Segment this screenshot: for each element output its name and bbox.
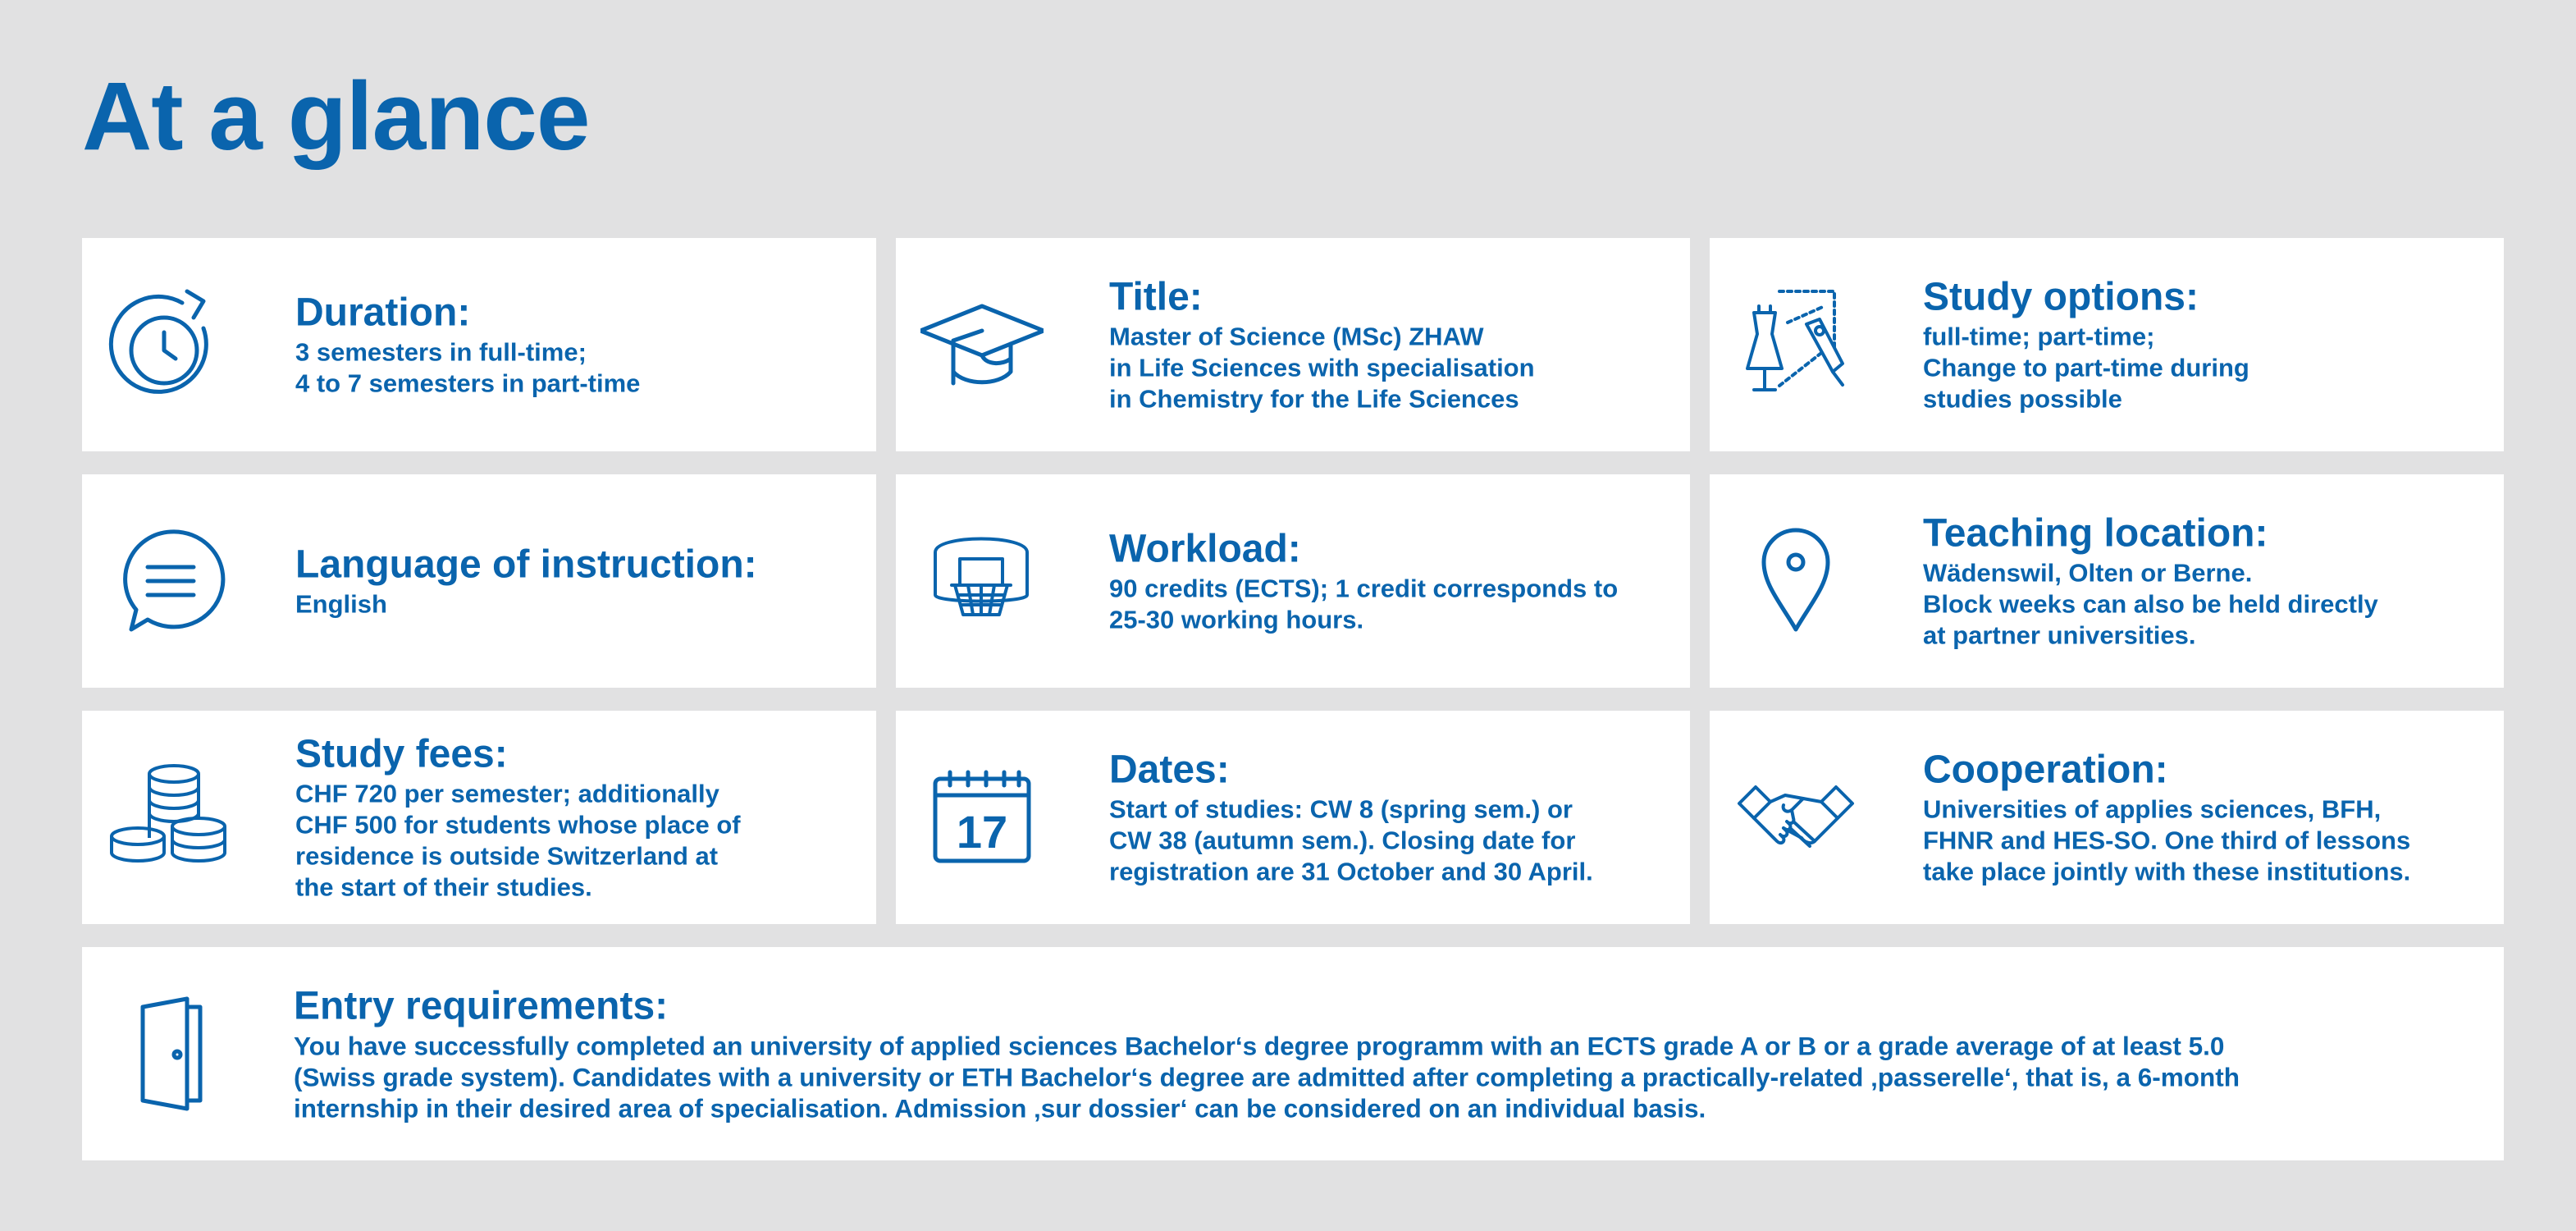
page-title: At a glance <box>82 62 590 171</box>
coin-stacks-icon <box>107 756 230 879</box>
card-title: Title: <box>1109 275 1203 319</box>
card-body: Master of Science (MSc) ZHAW in Life Sciences with specialisation in Chemistry for the Life Sciences <box>1109 322 1535 414</box>
location-pin-icon <box>1734 519 1857 643</box>
card-study-options <box>1710 238 2504 451</box>
card-body: 3 semesters in full-time; 4 to 7 semesters in part-time <box>295 337 641 398</box>
card-title: Teaching location: <box>1923 511 2268 556</box>
card-body: CHF 720 per semester; additionally CHF 500 for students whose place of residence is outside Switzerland at the start of their studies. <box>295 779 741 902</box>
card-body: Start of studies: CW 8 (spring sem.) or CW 38 (autumn sem.). Closing date for registration are 31 October and 30 April. <box>1109 794 1593 886</box>
card-title: Study options: <box>1923 275 2199 319</box>
card-title: Entry requirements: <box>294 984 669 1028</box>
card-title: Dates: <box>1109 748 1230 792</box>
card-title: Duration: <box>295 291 471 335</box>
card-title: Workload: <box>1109 527 1301 571</box>
calendar-day: 17 <box>956 806 1008 858</box>
card-body: Wädenswil, Olten or Berne. Block weeks can also be held directly at partner universities. <box>1923 558 2378 650</box>
card-workload <box>896 474 1690 688</box>
card-body: Universities of applies sciences, BFH, FHNR and HES-SO. One third of lessons take place jointly with these institutions. <box>1923 794 2411 886</box>
card-title: Cooperation: <box>1923 748 2168 792</box>
card-teaching-location <box>1710 474 2504 688</box>
card-duration <box>82 238 876 451</box>
card-title: Language of instruction: <box>295 542 757 587</box>
card-body: 90 credits (ECTS); 1 credit corresponds to 25-30 working hours. <box>1109 574 1619 634</box>
card-cooperation <box>1710 711 2504 924</box>
basketball-hoop-icon <box>920 519 1044 643</box>
design-tools-icon <box>1734 283 1857 406</box>
door-icon <box>107 992 230 1115</box>
card-body: full-time; part-time; Change to part-time during studies possible <box>1923 322 2249 414</box>
handshake-icon <box>1734 756 1857 879</box>
card-title: Study fees: <box>295 732 508 776</box>
card-body: You have successfully completed an university of applied sciences Bachelor‘s degree programm with an ECTS grade A or B or a grade average of at least 5.0 (Swiss grade system). Candidates with a university or ETH Bachelor‘s degree are admitted after completing a practically-related ‚passerelle‘, that is, a 6-month internship in their desired area of specialisation. Admission ‚sur dossier‘ can be considered on an individual basis. <box>294 1031 2240 1123</box>
card-entry-requirements <box>82 947 2504 1160</box>
card-dates <box>896 711 1690 924</box>
clock-cycle-icon <box>107 283 230 406</box>
card-study-fees <box>82 711 876 924</box>
graduation-cap-icon <box>920 283 1044 406</box>
speech-bubble-icon <box>107 519 230 643</box>
calendar-icon <box>920 756 1044 879</box>
card-title-degree <box>896 238 1690 451</box>
card-language <box>82 474 876 688</box>
card-body: English <box>295 589 387 619</box>
